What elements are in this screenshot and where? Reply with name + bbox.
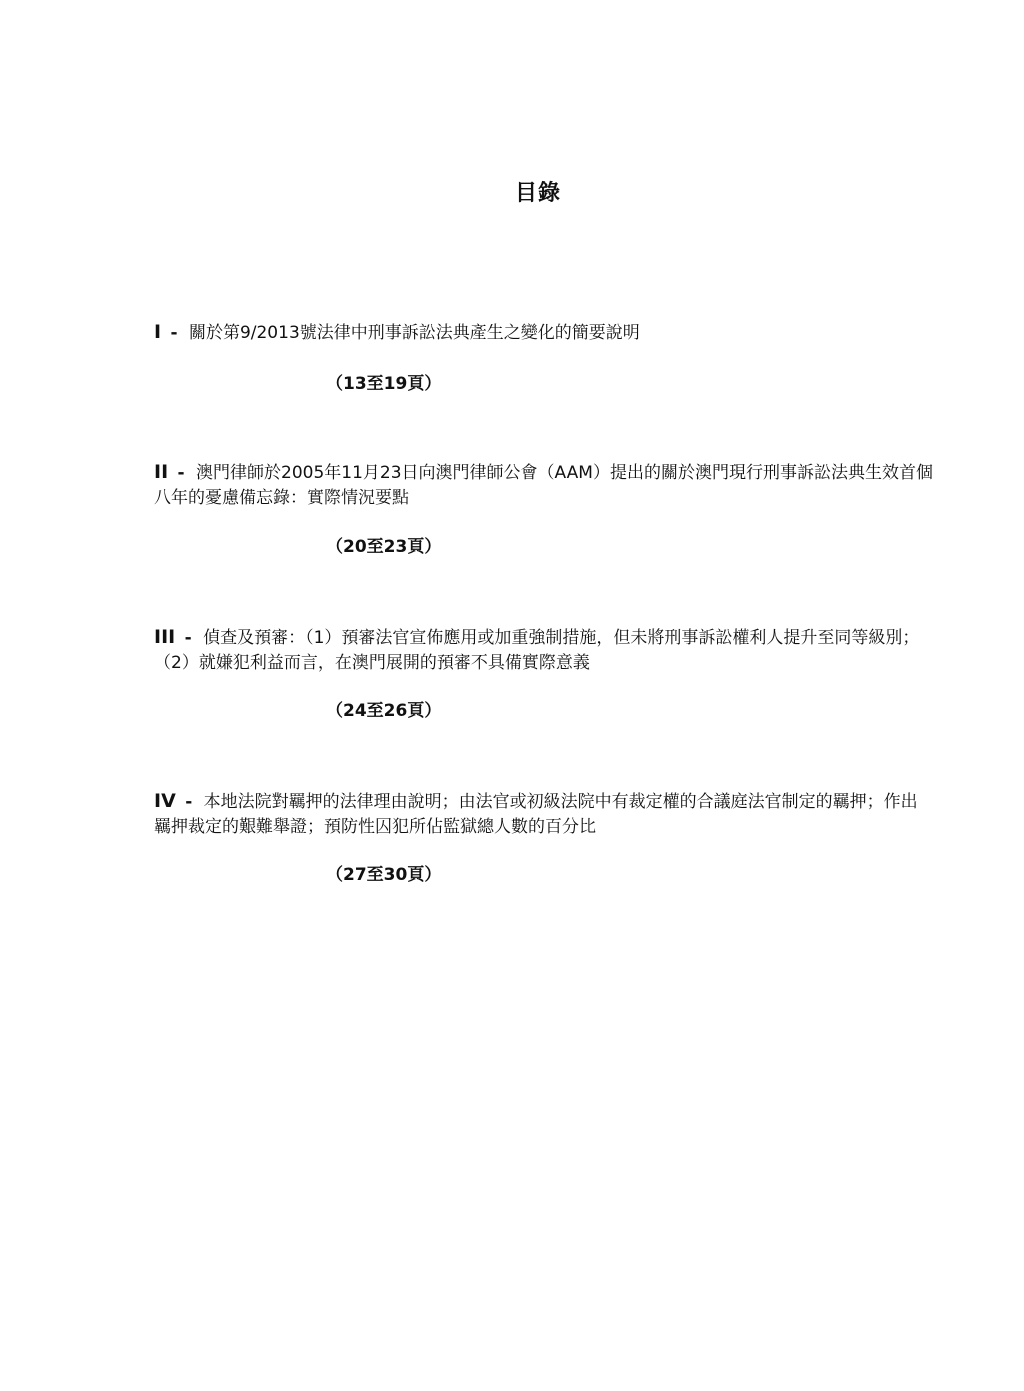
entry-numeral: IV [154, 790, 176, 812]
entry-page-range: （24至26頁） [326, 701, 442, 721]
entry-page-range: （13至19頁） [326, 374, 442, 394]
toc-entry-heading [154, 460, 934, 511]
page-title: 目錄 [514, 181, 561, 206]
entry-page-range: （20至23頁） [326, 537, 442, 557]
entry-title: 偵查及預審：（1）預審法官宣佈應用或加重強制措施，但未將刑事訴訟權利人提升至同等級別；（2）就嫌犯利益而言，在澳門展開的預審不具備實際意義 [154, 628, 920, 673]
entry-numeral: I [154, 321, 162, 343]
entry-title: 本地法院對羈押的法律理由說明；由法官或初級法院中有裁定權的合議庭法官制定的羈押；作出羈押裁定的艱難舉證；預防性囚犯所佔監獄總人數的百分比 [154, 792, 918, 837]
toc-entry-heading [154, 789, 934, 840]
entry-page-range: （27至30頁） [326, 865, 442, 885]
entry-title: 關於第9/2013號法律中刑事訴訟法典產生之變化的簡要說明 [188, 323, 640, 343]
toc-entry-heading [154, 320, 934, 346]
toc-entry-2 [154, 460, 934, 511]
toc-entry-4 [154, 789, 934, 840]
toc-entry-1 [154, 320, 934, 346]
entry-numeral: II [154, 461, 169, 483]
entry-numeral: III [154, 626, 176, 648]
entry-separator: - [184, 628, 192, 648]
entry-separator: - [177, 463, 185, 483]
toc-entry-heading [154, 625, 934, 676]
entry-separator: - [170, 323, 178, 343]
entry-separator: - [185, 792, 193, 812]
entry-title: 澳門律師於2005年11月23日向澳門律師公會（AAM）提出的關於澳門現行刑事訴訟法典生效首個八年的憂慮備忘錄：實際情況要點 [154, 463, 933, 508]
toc-entry-3 [154, 625, 934, 676]
